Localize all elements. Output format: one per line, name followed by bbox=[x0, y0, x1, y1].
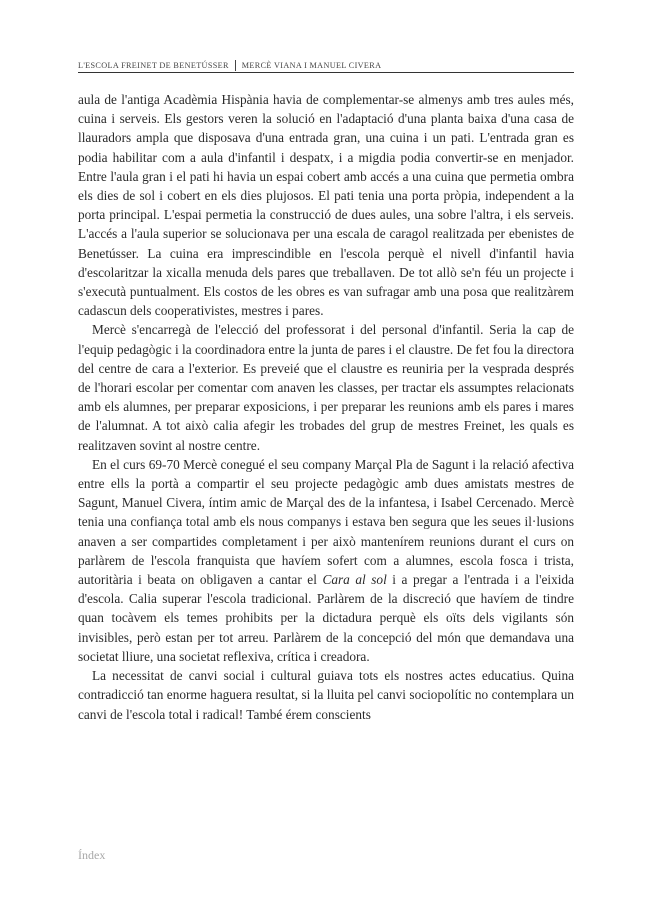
header-book-title: L'ESCOLA FREINET DE BENETÚSSER bbox=[78, 60, 229, 70]
paragraph-3 bbox=[78, 455, 574, 666]
paragraph-1: aula de l'antiga Acadèmia Hispània havia de complementar-se almenys amb tres aules més, cuina i serveis. Els gestors veren la solució en l'adaptació d'una planta baixa d'una casa de llauradors ampla que disposava d'una entrada gran, una cuina i un pati. L'entrada gran es podia habilitar com a aula d'infantil i despatx, i a migdia podia convertir-se en menjador. Entre l'aula gran i el pati hi havia un espai cobert amb accés a una cuina que permetia ombra els dies de sol i cobert en els dies plujosos. El pati tenia una porta pròpia, independent a la porta principal. L'espai permetia la construcció de dues aules, una sobre l'altra, i els serveis. L'accés a l'aula superior se solucionava per una escala de caragol realitzada per ebenistes de Benetússer. La cuina era imprescindible en l'escola perquè el nivell d'infantil havia d'escolaritzar la xicalla menuda dels pares que treballaven. De tot allò se'n féu un projecte i s'executà puntualment. Els costos de les obres es van sufragar amb una posa que realitzàrem cadascun dels cooperativistes, mestres i pares. bbox=[78, 92, 574, 319]
paragraph-3-part-1: En el curs 69-70 Mercè conegué el seu company Marçal Pla de Sagunt i la relació afectiva entre ells la portà a compartir el seu projecte pedagògic amb dues amistats mestres de Sagunt, Manuel Civera, íntim amic de Marçal des de la infantesa, i Isabel Cercenado. Mercè tenia una confiança total amb els nous companys i estava ben segura que les seues il·lusions anaven a ser compartides completament i per això mantenírem reunions durant el curs on parlàrem de l'escola franquista que havíem sofert com a alumnes, escola fosca i trista, autoritària i beata on obligaven a cantar el bbox=[78, 456, 574, 588]
index-link[interactable]: Índex bbox=[78, 848, 106, 862]
header-authors: MERCÈ VIANA I MANUEL CIVERA bbox=[241, 60, 382, 70]
header-separator bbox=[235, 60, 236, 71]
song-title: Cara al sol bbox=[322, 572, 387, 588]
paragraph-2: Mercè s'encarregà de l'elecció del professorat i del personal d'infantil. Seria la cap de l'equip pedagògic i la coordinadora entre la junta de pares i el claustre. De fet fou la directora del centre de cara a l'exterior. Es preveié que el claustre es reuniria per la vesprada després de l'horari escolar per comentar com anaven les classes, per tractar els assumptes relacionats amb els alumnes, per preparar exposicions, i per preparar les reunions amb els pares i mares de l'alumnat. A tot això calia afegir les trobades del grup de mestres Freinet, les quals es realitzaven sovint al nostre centre. bbox=[78, 322, 574, 453]
paragraph-4: La necessitat de canvi social i cultural guiava tots els nostres actes educatius. Quina contradicció tan enorme haguera resultat, si la lluita pel canvi sociopolític no contemplara un canvi de l'escola total i radical! També érem conscients bbox=[78, 668, 574, 722]
header-rule bbox=[78, 72, 574, 73]
running-header bbox=[78, 58, 574, 72]
body-text bbox=[78, 90, 574, 724]
paragraph-3-part-2: i a pregar a l'entrada i a l'eixida d'escola. Calia superar l'escola tradicional. Parlàrem de la discreció que havíem de tindre quan tocàvem els temes prohibits per la dictadura perquè els oïts dels vigilants són invisibles, però estan per tot arreu. Parlàrem de la concepció del món que demandava una societat lliure, una societat reflexiva, crítica i creadora. bbox=[78, 572, 574, 664]
